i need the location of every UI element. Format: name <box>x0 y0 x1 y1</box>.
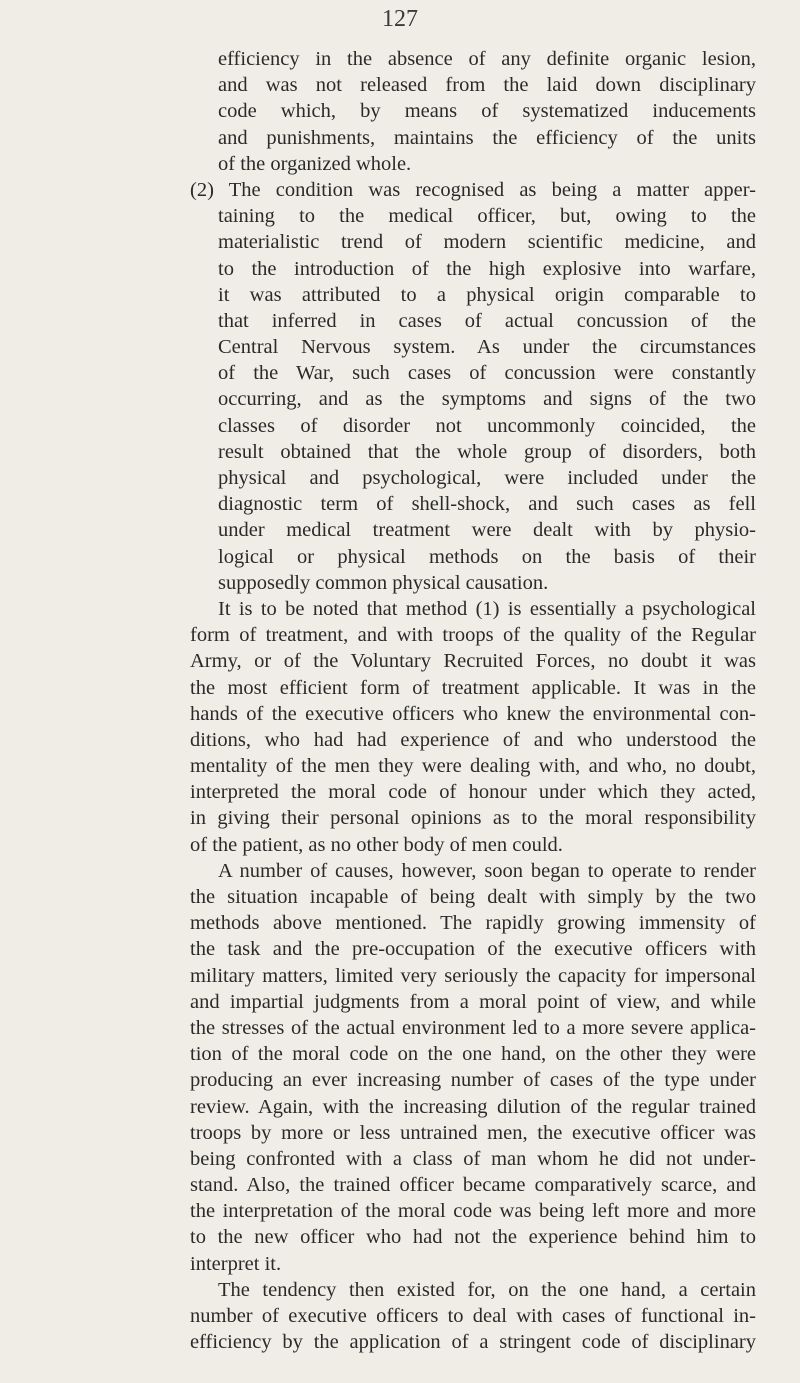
text-line: to the new officer who had not the experience behind him to <box>190 1226 756 1249</box>
text-line: it was attributed to a physical origin comparable to <box>218 283 756 306</box>
text-line: A number of causes, however, soon began to operate to render <box>218 859 756 882</box>
text-line: mentality of the men they were dealing with, and who, no doubt, <box>190 755 756 778</box>
text-line: Army, or of the Voluntary Recruited Forces, no doubt it was <box>190 650 756 673</box>
text-line: taining to the medical officer, but, owing to the <box>218 205 756 228</box>
text-line: the most efficient form of treatment applicable. It was in the <box>190 676 756 699</box>
text-line: and was not released from the laid down disciplinary <box>218 74 756 97</box>
paragraph <box>190 46 756 177</box>
text-line: that inferred in cases of actual concussion of the <box>218 309 756 332</box>
text-line: being confronted with a class of man whom he did not under- <box>190 1147 756 1170</box>
page-number: 127 <box>382 6 418 32</box>
text-line: diagnostic term of shell-shock, and such cases as fell <box>218 493 756 516</box>
text-line: tion of the moral code on the one hand, on the other they were <box>190 1043 756 1066</box>
body-text <box>190 46 756 1355</box>
text-line: and punishments, maintains the efficiency of the units <box>218 126 756 149</box>
paragraph <box>190 858 756 1277</box>
text-line: logical or physical methods on the basis of their <box>218 545 756 568</box>
paragraph <box>190 596 756 858</box>
text-line: (2) The condition was recognised as being a matter apper- <box>190 178 756 201</box>
text-line: materialistic trend of modern scientific medicine, and <box>218 231 756 254</box>
text-line: hands of the executive officers who knew the environmental con- <box>190 702 756 725</box>
text-line: The tendency then existed for, on the one hand, a certain <box>218 1278 756 1301</box>
text-line: producing an ever increasing number of cases of the type under <box>190 1069 756 1092</box>
paragraph <box>190 1277 756 1356</box>
paragraph <box>190 177 756 596</box>
text-line: under medical treatment were dealt with by physio- <box>218 519 756 542</box>
text-line: It is to be noted that method (1) is essentially a psychological <box>218 597 756 620</box>
text-line: ditions, who had had experience of and who understood the <box>190 728 756 751</box>
text-line: result obtained that the whole group of disorders, both <box>218 440 756 463</box>
text-line: classes of disorder not uncommonly coincided, the <box>218 414 756 437</box>
text-line: code which, by means of systematized inducements <box>218 100 756 123</box>
text-line: the interpretation of the moral code was being left more and more <box>190 1200 756 1223</box>
text-line: the task and the pre-occupation of the executive officers with <box>190 938 756 961</box>
text-line: supposedly common physical causation. <box>218 571 549 594</box>
text-line: interpreted the moral code of honour under which they acted, <box>190 781 756 804</box>
text-line: of the organized whole. <box>218 152 412 175</box>
text-line: physical and psychological, were included under the <box>218 467 756 489</box>
text-line: the stresses of the actual environment led to a more severe applica- <box>190 1016 756 1039</box>
text-line: number of executive officers to deal with cases of functional in- <box>190 1305 756 1327</box>
text-line: review. Again, with the increasing dilution of the regular trained <box>190 1095 756 1118</box>
text-line: efficiency in the absence of any definite organic lesion, <box>218 48 756 70</box>
text-line: stand. Also, the trained officer became comparatively scarce, and <box>190 1174 756 1197</box>
text-line: in giving their personal opinions as to the moral responsibility <box>190 807 756 830</box>
text-line: Central Nervous system. As under the circumstances <box>218 336 756 359</box>
text-line: the situation incapable of being dealt with simply by the two <box>190 886 756 908</box>
text-line: of the War, such cases of concussion were constantly <box>218 362 756 385</box>
text-line: military matters, limited very seriously the capacity for impersonal <box>190 964 756 987</box>
text-line: of the patient, as no other body of men could. <box>190 833 563 856</box>
text-line: efficiency by the application of a stringent code of disciplinary <box>190 1331 756 1354</box>
text-line: methods above mentioned. The rapidly growing immensity of <box>190 912 756 935</box>
text-line: form of treatment, and with troops of the quality of the Regular <box>190 624 756 647</box>
text-line: to the introduction of the high explosive into warfare, <box>218 257 756 280</box>
text-line: troops by more or less untrained men, the executive officer was <box>190 1121 756 1144</box>
text-line: interpret it. <box>190 1252 282 1275</box>
text-line: occurring, and as the symptoms and signs of the two <box>218 388 756 411</box>
text-line: and impartial judgments from a moral point of view, and while <box>190 990 756 1013</box>
